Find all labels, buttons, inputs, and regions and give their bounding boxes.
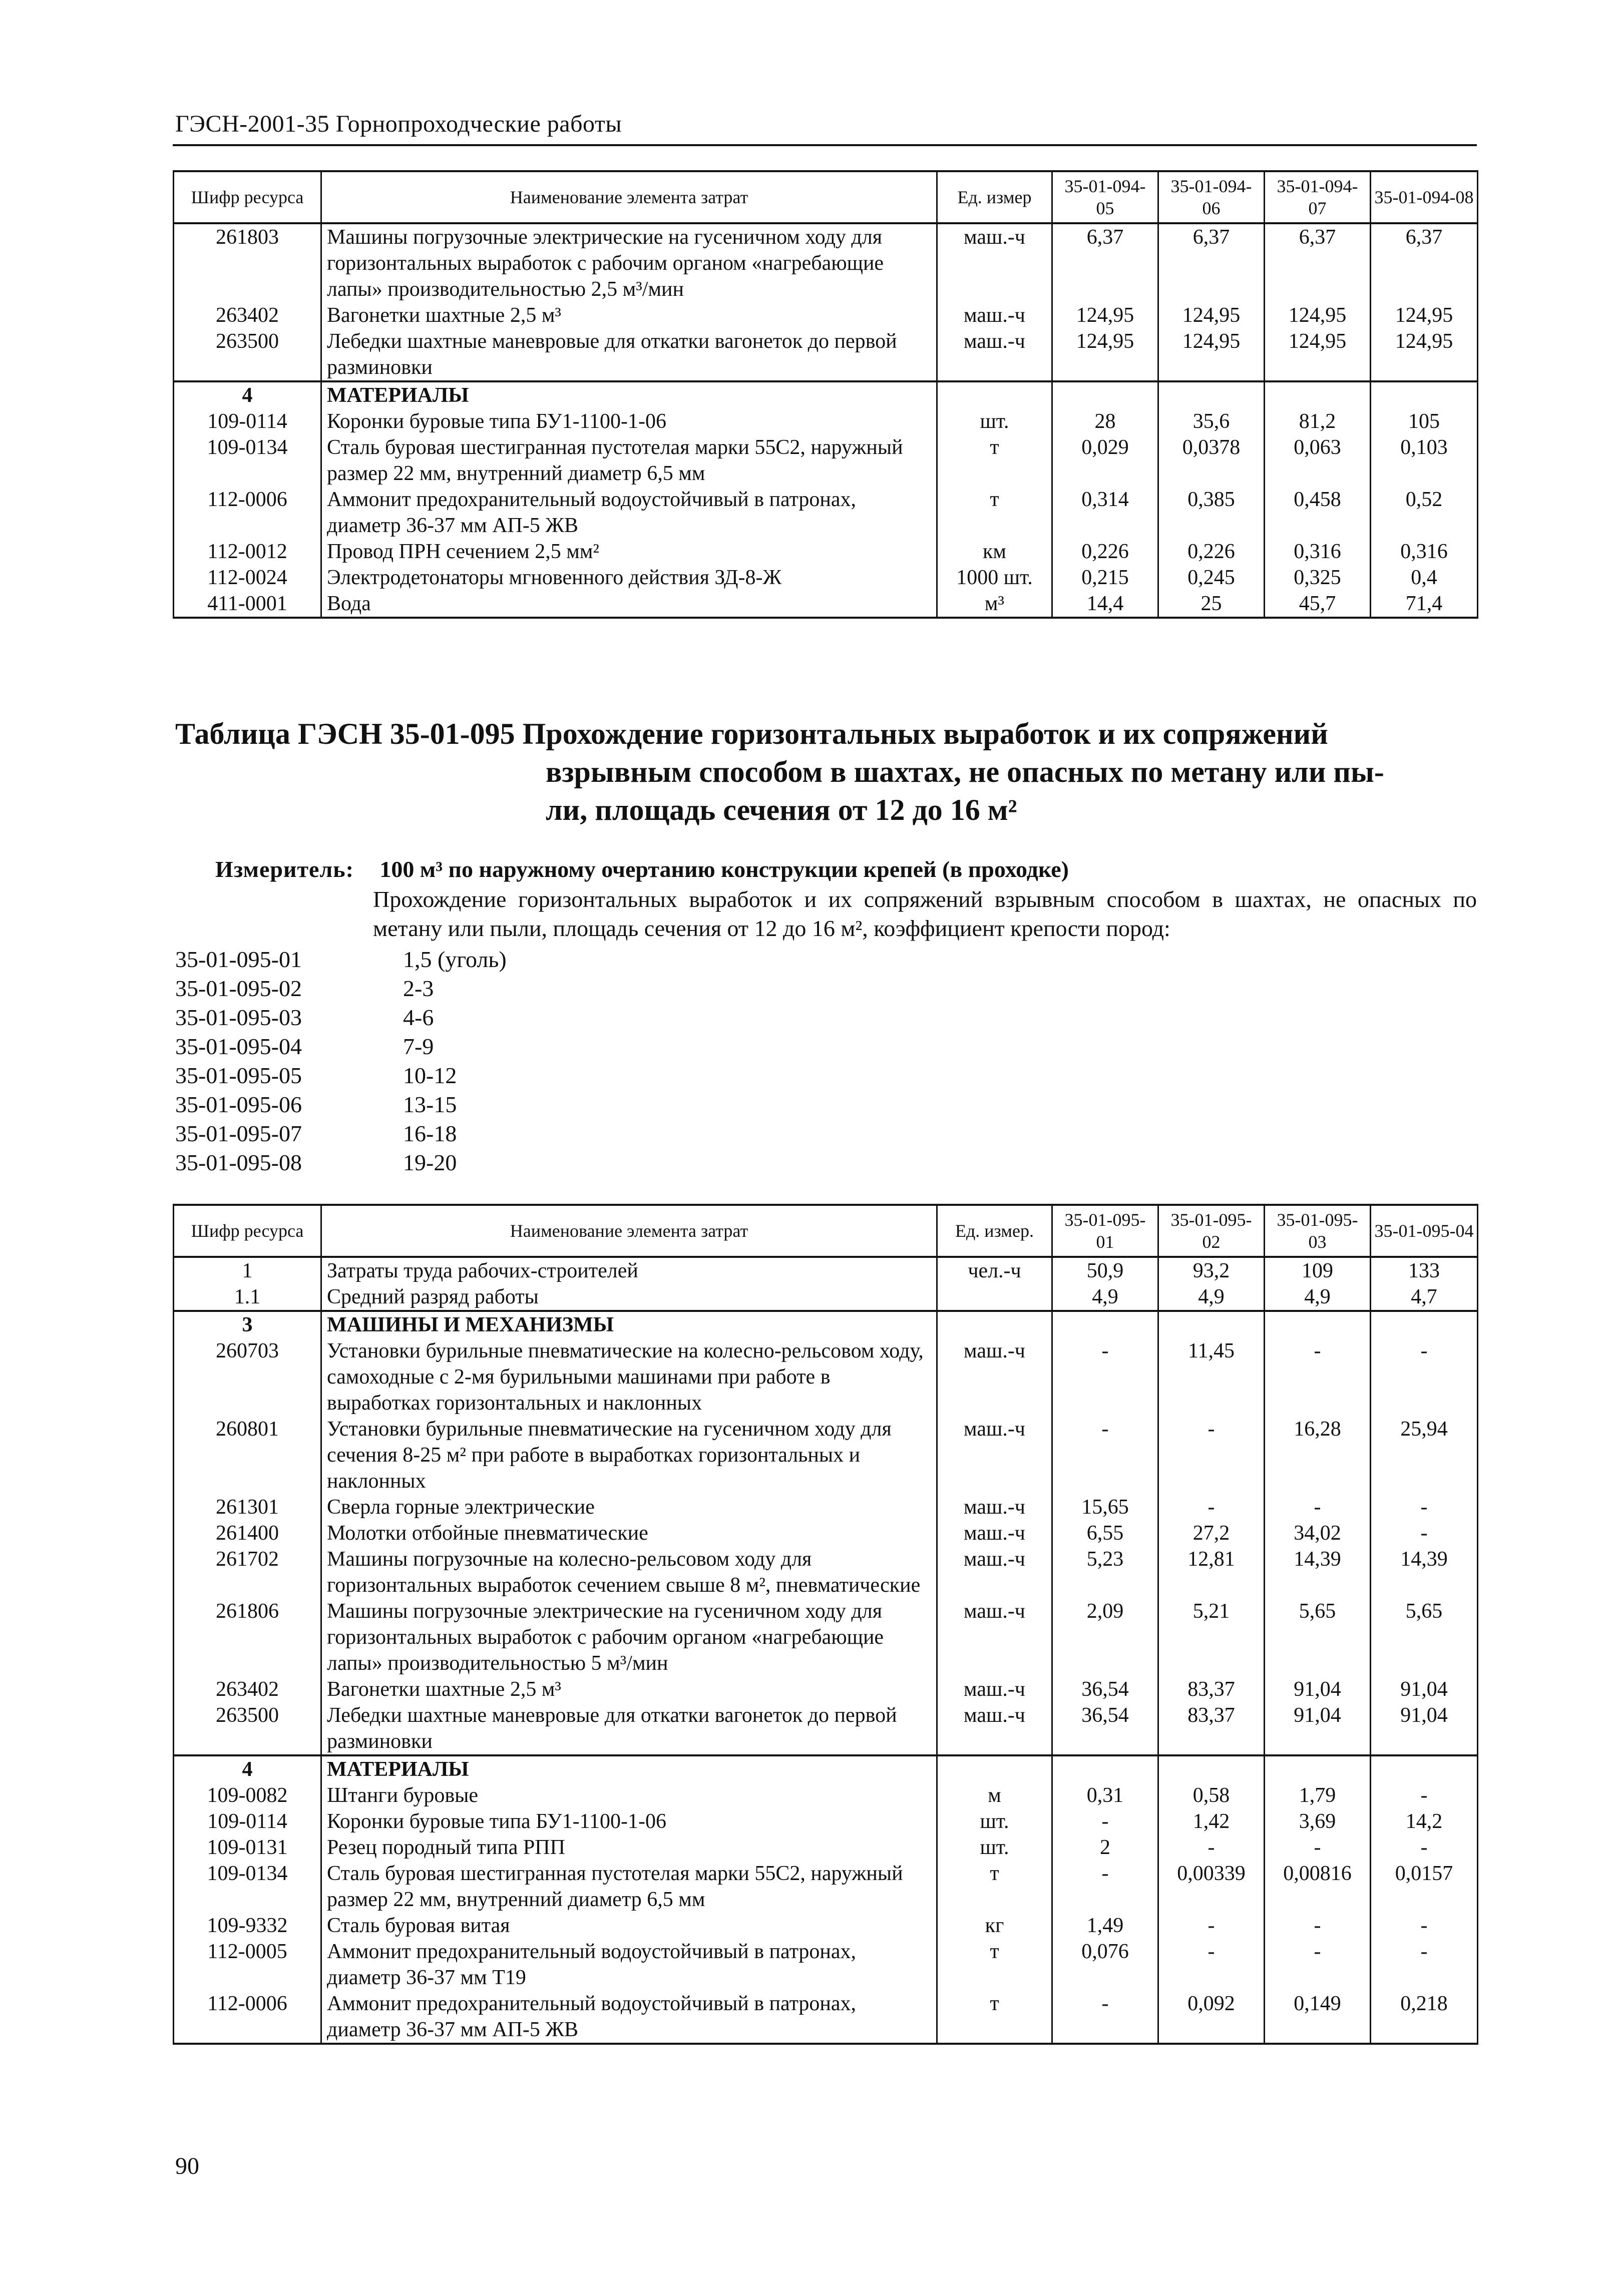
norm-value: 0,063 — [1265, 434, 1371, 487]
variant-value: 2-3 — [403, 976, 434, 1001]
norm-value: 1,49 — [1052, 1913, 1158, 1939]
table-title-line-1: Таблица ГЭСН 35-01-095 Прохождение горизонтальных выработок и их сопряжений — [175, 717, 1328, 750]
variant-row — [175, 945, 507, 974]
variant-code: 35-01-095-08 — [175, 1150, 302, 1175]
variant-code: 35-01-095-07 — [175, 1121, 302, 1146]
norm-value: - — [1371, 1520, 1478, 1546]
table-row — [174, 487, 1478, 539]
norm-value: - — [1371, 1939, 1478, 1991]
resource-unit — [937, 1755, 1052, 1782]
resource-unit: т — [937, 1861, 1052, 1913]
resource-code: 3 — [174, 1311, 321, 1338]
norm-value: - — [1052, 1991, 1158, 2044]
norm-value: 2 — [1052, 1834, 1158, 1861]
norm-value: - — [1371, 1913, 1478, 1939]
section-title: МАТЕРИАЛЫ — [321, 1755, 937, 1782]
norm-value: 91,04 — [1265, 1676, 1371, 1702]
col-header-094-05: 35-01-094-05 — [1052, 171, 1158, 223]
resource-code: 109-0082 — [174, 1782, 321, 1808]
resource-unit: м³ — [937, 591, 1052, 618]
norm-value: 14,2 — [1371, 1808, 1478, 1834]
norm-value: - — [1265, 1834, 1371, 1861]
norm-value: 124,95 — [1265, 328, 1371, 381]
norm-value — [1158, 381, 1265, 408]
resource-name: Вагонетки шахтные 2,5 м³ — [321, 1676, 937, 1702]
resource-code: 261400 — [174, 1520, 321, 1546]
resource-name: Штанги буровые — [321, 1782, 937, 1808]
resource-code: 109-0114 — [174, 1808, 321, 1834]
col-header-name: Наименование элемента затрат — [321, 1205, 937, 1257]
norm-value: - — [1371, 1494, 1478, 1520]
norm-value — [1265, 381, 1371, 408]
resource-name: Электродетонаторы мгновенного действия ЗД-8-Ж — [321, 565, 937, 591]
resource-code: 4 — [174, 1755, 321, 1782]
section-row — [174, 1311, 1478, 1338]
resource-unit: м — [937, 1782, 1052, 1808]
norm-value: 91,04 — [1265, 1702, 1371, 1755]
norm-value: 0,31 — [1052, 1782, 1158, 1808]
norm-value: 124,95 — [1265, 302, 1371, 328]
table-row — [174, 302, 1478, 328]
resource-unit: шт. — [937, 1808, 1052, 1834]
table-title — [175, 715, 1477, 829]
norm-value: 124,95 — [1052, 328, 1158, 381]
resource-name: Коронки буровые типа БУ1-1100-1-06 — [321, 408, 937, 434]
norm-value — [1371, 381, 1478, 408]
norm-value: 6,37 — [1052, 223, 1158, 302]
norm-value: 36,54 — [1052, 1676, 1158, 1702]
norm-value: - — [1052, 1338, 1158, 1416]
resource-unit: кг — [937, 1913, 1052, 1939]
meter-label: Измеритель: — [215, 856, 354, 882]
resource-unit — [937, 1311, 1052, 1338]
col-header-095-04: 35-01-095-04 — [1371, 1205, 1478, 1257]
resource-name: Машины погрузочные электрические на гусеничном ходу для горизонтальных выработок с рабочим органом «нагребающие лапы» производительностью 2,5 м³/мин — [321, 223, 937, 302]
norm-value: 1,42 — [1158, 1808, 1265, 1834]
table-row — [174, 1598, 1478, 1676]
col-header-094-06: 35-01-094-06 — [1158, 171, 1265, 223]
norm-value: 45,7 — [1265, 591, 1371, 618]
resource-code: 109-0134 — [174, 434, 321, 487]
norm-value: 0,103 — [1371, 434, 1478, 487]
table-row — [174, 434, 1478, 487]
table-header-row — [174, 171, 1478, 223]
resource-code: 261803 — [174, 223, 321, 302]
norm-value: - — [1052, 1416, 1158, 1494]
table-row — [174, 1257, 1478, 1284]
resource-name: Установки бурильные пневматические на колесно-рельсовом ходу, самоходные с 2-мя бурильными машинами при работе в выработках горизонтальных и наклонных — [321, 1338, 937, 1416]
resource-name: Сталь буровая шестигранная пустотелая марки 55С2, наружный размер 22 мм, внутренний диаметр 6,5 мм — [321, 434, 937, 487]
resource-code: 112-0012 — [174, 539, 321, 565]
norm-value: 15,65 — [1052, 1494, 1158, 1520]
norm-value: 5,65 — [1265, 1598, 1371, 1676]
variant-code: 35-01-095-06 — [175, 1092, 302, 1117]
resource-name: Лебедки шахтные маневровые для откатки вагонеток до первой разминовки — [321, 1702, 937, 1755]
resource-name: Аммонит предохранительный водоустойчивый в патронах, диаметр 36-37 мм Т19 — [321, 1939, 937, 1991]
section-row — [174, 381, 1478, 408]
resource-name: Машины погрузочные электрические на гусеничном ходу для горизонтальных выработок с рабочим органом «нагребающие лапы» производительностью 5 м³/мин — [321, 1598, 937, 1676]
resource-code: 261806 — [174, 1598, 321, 1676]
norm-value: 4,9 — [1158, 1284, 1265, 1311]
table-row — [174, 1520, 1478, 1546]
resource-code: 260801 — [174, 1416, 321, 1494]
table-row — [174, 1834, 1478, 1861]
norm-value — [1371, 1755, 1478, 1782]
norm-value — [1052, 1311, 1158, 1338]
norm-value — [1052, 381, 1158, 408]
resource-name: Вода — [321, 591, 937, 618]
norm-value: - — [1158, 1834, 1265, 1861]
norm-value: 5,21 — [1158, 1598, 1265, 1676]
resource-name: Затраты труда рабочих-строителей — [321, 1257, 937, 1284]
norm-value: 0,385 — [1158, 487, 1265, 539]
col-header-095-01: 35-01-095-01 — [1052, 1205, 1158, 1257]
norm-value: 0,58 — [1158, 1782, 1265, 1808]
table-row — [174, 328, 1478, 381]
table-row — [174, 565, 1478, 591]
section-title: МАТЕРИАЛЫ — [321, 381, 937, 408]
section-row — [174, 1755, 1478, 1782]
col-header-094-07: 35-01-094-07 — [1265, 171, 1371, 223]
resource-unit: чел.-ч — [937, 1257, 1052, 1284]
variant-code: 35-01-095-03 — [175, 1005, 302, 1030]
resource-table-095 — [173, 1204, 1478, 2045]
norm-value: - — [1265, 1939, 1371, 1991]
norm-value: 0,149 — [1265, 1991, 1371, 2044]
col-header-094-08: 35-01-094-08 — [1371, 171, 1478, 223]
table-body — [174, 1257, 1478, 2044]
norm-value: - — [1158, 1494, 1265, 1520]
resource-unit: шт. — [937, 408, 1052, 434]
norm-value — [1371, 1311, 1478, 1338]
table-row — [174, 1702, 1478, 1755]
resource-unit: т — [937, 434, 1052, 487]
variant-row — [175, 1061, 507, 1090]
norm-value: 124,95 — [1052, 302, 1158, 328]
norm-value: 0,314 — [1052, 487, 1158, 539]
table-row — [174, 1284, 1478, 1311]
norm-value — [1158, 1755, 1265, 1782]
norm-value: 27,2 — [1158, 1520, 1265, 1546]
norm-value: 3,69 — [1265, 1808, 1371, 1834]
table-row — [174, 1782, 1478, 1808]
section-title: МАШИНЫ И МЕХАНИЗМЫ — [321, 1311, 937, 1338]
resource-unit — [937, 381, 1052, 408]
resource-unit: маш.-ч — [937, 1676, 1052, 1702]
variant-value: 10-12 — [403, 1063, 457, 1088]
resource-code: 109-0131 — [174, 1834, 321, 1861]
resource-code: 109-0134 — [174, 1861, 321, 1913]
variant-row — [175, 1148, 507, 1177]
norm-value: 4,9 — [1052, 1284, 1158, 1311]
variant-code: 35-01-095-01 — [175, 947, 302, 972]
resource-name: Резец породный типа РПП — [321, 1834, 937, 1861]
norm-value: 0,316 — [1265, 539, 1371, 565]
resource-code: 112-0005 — [174, 1939, 321, 1991]
table-row — [174, 591, 1478, 618]
resource-unit: 1000 шт. — [937, 565, 1052, 591]
table-row — [174, 1676, 1478, 1702]
variant-value: 4-6 — [403, 1005, 434, 1030]
norm-value: 133 — [1371, 1257, 1478, 1284]
resource-code: 1 — [174, 1257, 321, 1284]
variant-row — [175, 1090, 507, 1119]
page-header-title: ГЭСН-2001-35 Горнопроходческие работы — [175, 111, 622, 137]
norm-value — [1052, 1755, 1158, 1782]
resource-name: Сталь буровая шестигранная пустотелая марки 55С2, наружный размер 22 мм, внутренний диаметр 6,5 мм — [321, 1861, 937, 1913]
norm-value — [1158, 1311, 1265, 1338]
col-header-unit: Ед. измер. — [937, 1205, 1052, 1257]
norm-value: 0,215 — [1052, 565, 1158, 591]
norm-value: 83,37 — [1158, 1702, 1265, 1755]
meter-line — [215, 856, 1069, 882]
norm-value: 6,37 — [1371, 223, 1478, 302]
variant-row — [175, 1032, 507, 1061]
resource-unit: маш.-ч — [937, 328, 1052, 381]
norm-value: 4,9 — [1265, 1284, 1371, 1311]
norm-value: 14,39 — [1265, 1546, 1371, 1598]
work-description: Прохождение горизонтальных выработок и их сопряжений взрывным способом в шахтах, не опасных по метану или пыли, площадь сечения от 12 до 16 м², коэффициент крепости пород: — [373, 886, 1477, 941]
variant-row — [175, 1119, 507, 1148]
resource-unit: маш.-ч — [937, 1546, 1052, 1598]
table-title-line-3: ли, площадь сечения от 12 до 16 м² — [546, 793, 1017, 826]
header-rule — [173, 144, 1477, 146]
table-title-line-2: взрывным способом в шахтах, не опасных по метану или пы- — [546, 755, 1384, 788]
resource-code: 112-0006 — [174, 487, 321, 539]
norm-value: 83,37 — [1158, 1676, 1265, 1702]
norm-value: 25,94 — [1371, 1416, 1478, 1494]
norm-value: - — [1265, 1913, 1371, 1939]
norm-value: 2,09 — [1052, 1598, 1158, 1676]
resource-unit: маш.-ч — [937, 1598, 1052, 1676]
norm-value: 124,95 — [1158, 302, 1265, 328]
table-row — [174, 1546, 1478, 1598]
col-header-code: Шифр ресурса — [174, 171, 321, 223]
norm-value: 0,029 — [1052, 434, 1158, 487]
norm-value: - — [1052, 1861, 1158, 1913]
table-row — [174, 1939, 1478, 1991]
variant-list — [175, 945, 507, 1177]
norm-value: 35,6 — [1158, 408, 1265, 434]
norm-value: - — [1158, 1939, 1265, 1991]
resource-name: Коронки буровые типа БУ1-1100-1-06 — [321, 1808, 937, 1834]
resource-code: 261301 — [174, 1494, 321, 1520]
norm-value: 91,04 — [1371, 1702, 1478, 1755]
norm-value: 0,316 — [1371, 539, 1478, 565]
resource-unit: маш.-ч — [937, 223, 1052, 302]
table-row — [174, 1991, 1478, 2044]
table-row — [174, 1861, 1478, 1913]
norm-value: 81,2 — [1265, 408, 1371, 434]
resource-name: Провод ПРН сечением 2,5 мм² — [321, 539, 937, 565]
norm-value: 124,95 — [1371, 302, 1478, 328]
norm-value: 71,4 — [1371, 591, 1478, 618]
table-row — [174, 1416, 1478, 1494]
variant-code: 35-01-095-02 — [175, 976, 302, 1001]
norm-value: 4,7 — [1371, 1284, 1478, 1311]
resource-unit: маш.-ч — [937, 302, 1052, 328]
norm-value: 11,45 — [1158, 1338, 1265, 1416]
table-row — [174, 1494, 1478, 1520]
resource-code: 112-0024 — [174, 565, 321, 591]
resource-unit: маш.-ч — [937, 1494, 1052, 1520]
variant-code: 35-01-095-05 — [175, 1063, 302, 1088]
table-row — [174, 539, 1478, 565]
norm-value: 6,37 — [1158, 223, 1265, 302]
norm-value: - — [1265, 1494, 1371, 1520]
variant-code: 35-01-095-04 — [175, 1034, 302, 1059]
variant-value: 16-18 — [403, 1121, 457, 1146]
resource-code: 109-9332 — [174, 1913, 321, 1939]
table-header-row — [174, 1205, 1478, 1257]
norm-value: 14,39 — [1371, 1546, 1478, 1598]
resource-table-094 — [173, 170, 1478, 619]
norm-value: 50,9 — [1052, 1257, 1158, 1284]
norm-value: 5,65 — [1371, 1598, 1478, 1676]
norm-value: - — [1371, 1782, 1478, 1808]
resource-code: 263402 — [174, 1676, 321, 1702]
norm-value: 0,4 — [1371, 565, 1478, 591]
norm-value: 0,00816 — [1265, 1861, 1371, 1913]
variant-value: 7-9 — [403, 1034, 434, 1059]
norm-value: 36,54 — [1052, 1702, 1158, 1755]
col-header-095-03: 35-01-095-03 — [1265, 1205, 1371, 1257]
norm-value: 0,226 — [1052, 539, 1158, 565]
norm-value: 14,4 — [1052, 591, 1158, 618]
variant-value: 19-20 — [403, 1150, 457, 1175]
norm-value: - — [1052, 1808, 1158, 1834]
resource-unit: т — [937, 1991, 1052, 2044]
resource-unit: маш.-ч — [937, 1520, 1052, 1546]
resource-unit: км — [937, 539, 1052, 565]
resource-code: 1.1 — [174, 1284, 321, 1311]
norm-value: - — [1371, 1834, 1478, 1861]
resource-name: Лебедки шахтные маневровые для откатки вагонеток до первой разминовки — [321, 328, 937, 381]
norm-value: 0,325 — [1265, 565, 1371, 591]
col-header-unit: Ед. измер — [937, 171, 1052, 223]
norm-value: 124,95 — [1371, 328, 1478, 381]
resource-code: 411-0001 — [174, 591, 321, 618]
norm-value: 6,37 — [1265, 223, 1371, 302]
resource-unit: маш.-ч — [937, 1702, 1052, 1755]
norm-value: 0,092 — [1158, 1991, 1265, 2044]
resource-name: Аммонит предохранительный водоустойчивый в патронах, диаметр 36-37 мм АП-5 ЖВ — [321, 487, 937, 539]
norm-value: 109 — [1265, 1257, 1371, 1284]
variant-row — [175, 1003, 507, 1032]
table-row — [174, 1913, 1478, 1939]
resource-name: Сверла горные электрические — [321, 1494, 937, 1520]
resource-name: Вагонетки шахтные 2,5 м³ — [321, 302, 937, 328]
table-row — [174, 1338, 1478, 1416]
norm-value: 6,55 — [1052, 1520, 1158, 1546]
page-number: 90 — [175, 2153, 199, 2179]
norm-value: 1,79 — [1265, 1782, 1371, 1808]
variant-value: 13-15 — [403, 1092, 457, 1117]
variant-row — [175, 974, 507, 1003]
resource-unit: маш.-ч — [937, 1338, 1052, 1416]
resource-unit: т — [937, 487, 1052, 539]
resource-code: 263402 — [174, 302, 321, 328]
norm-value: 105 — [1371, 408, 1478, 434]
col-header-095-02: 35-01-095-02 — [1158, 1205, 1265, 1257]
resource-unit: маш.-ч — [937, 1416, 1052, 1494]
norm-value: 91,04 — [1371, 1676, 1478, 1702]
norm-value: 0,0157 — [1371, 1861, 1478, 1913]
norm-value — [1265, 1311, 1371, 1338]
resource-name: Средний разряд работы — [321, 1284, 937, 1311]
resource-code: 260703 — [174, 1338, 321, 1416]
resource-code: 261702 — [174, 1546, 321, 1598]
norm-value: 0,52 — [1371, 487, 1478, 539]
resource-code: 109-0114 — [174, 408, 321, 434]
norm-value: 0,458 — [1265, 487, 1371, 539]
norm-value: - — [1265, 1338, 1371, 1416]
norm-value: 34,02 — [1265, 1520, 1371, 1546]
meter-text: 100 м³ по наружному очертанию конструкции крепей (в проходке) — [379, 856, 1069, 882]
table-row — [174, 1808, 1478, 1834]
resource-unit — [937, 1284, 1052, 1311]
table-row — [174, 408, 1478, 434]
resource-name: Машины погрузочные на колесно-рельсовом ходу для горизонтальных выработок сечением свыше 8 м², пневматические — [321, 1546, 937, 1598]
resource-code: 263500 — [174, 328, 321, 381]
table-body — [174, 223, 1478, 618]
norm-value: 28 — [1052, 408, 1158, 434]
norm-value: - — [1158, 1416, 1265, 1494]
col-header-name: Наименование элемента затрат — [321, 171, 937, 223]
norm-value: 0,0378 — [1158, 434, 1265, 487]
resource-name: Молотки отбойные пневматические — [321, 1520, 937, 1546]
norm-value — [1265, 1755, 1371, 1782]
resource-code: 263500 — [174, 1702, 321, 1755]
table-row — [174, 223, 1478, 302]
norm-value: 0,226 — [1158, 539, 1265, 565]
norm-value: 0,218 — [1371, 1991, 1478, 2044]
norm-value: 124,95 — [1158, 328, 1265, 381]
norm-value: 0,076 — [1052, 1939, 1158, 1991]
norm-value: 25 — [1158, 591, 1265, 618]
resource-name: Сталь буровая витая — [321, 1913, 937, 1939]
variant-value: 1,5 (уголь) — [403, 947, 507, 972]
norm-value: 0,00339 — [1158, 1861, 1265, 1913]
resource-name: Установки бурильные пневматические на гусеничном ходу для сечения 8-25 м² при работе в выработках горизонтальных и наклонных — [321, 1416, 937, 1494]
resource-unit: шт. — [937, 1834, 1052, 1861]
norm-value: 93,2 — [1158, 1257, 1265, 1284]
norm-value: 5,23 — [1052, 1546, 1158, 1598]
norm-value: 12,81 — [1158, 1546, 1265, 1598]
resource-code: 4 — [174, 381, 321, 408]
norm-value: - — [1371, 1338, 1478, 1416]
norm-value: 16,28 — [1265, 1416, 1371, 1494]
norm-value: - — [1158, 1913, 1265, 1939]
resource-unit: т — [937, 1939, 1052, 1991]
resource-name: Аммонит предохранительный водоустойчивый в патронах, диаметр 36-37 мм АП-5 ЖВ — [321, 1991, 937, 2044]
resource-code: 112-0006 — [174, 1991, 321, 2044]
norm-value: 0,245 — [1158, 565, 1265, 591]
col-header-code: Шифр ресурса — [174, 1205, 321, 1257]
